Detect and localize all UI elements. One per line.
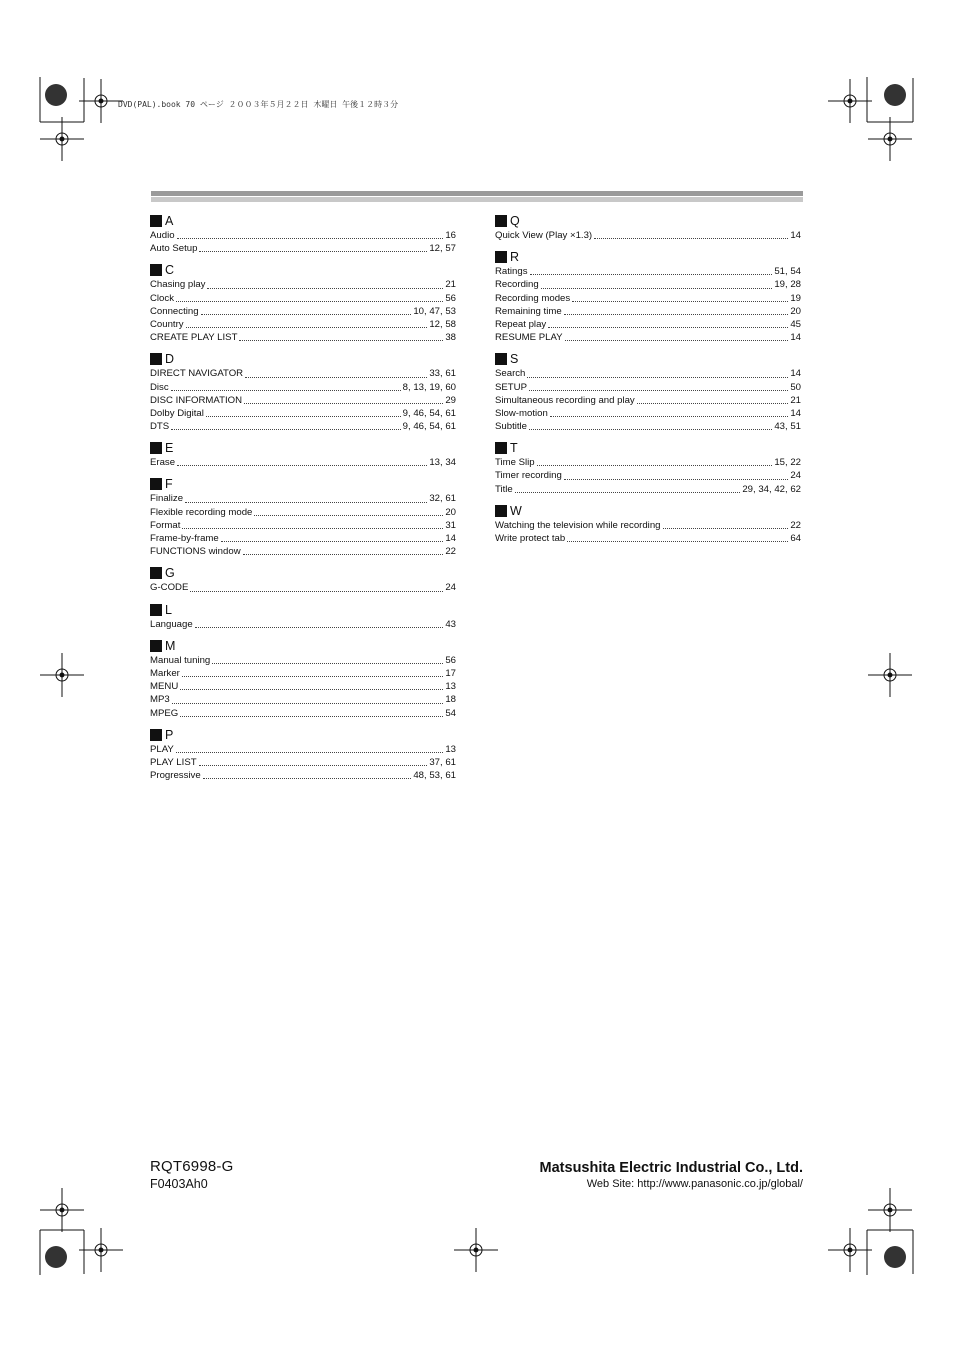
entry-term: Timer recording — [495, 470, 562, 482]
entry-term: FUNCTIONS window — [150, 546, 241, 558]
entry-pages: 12, 58 — [429, 318, 456, 330]
entry-pages: 45 — [790, 318, 801, 330]
entry-pages: 51, 54 — [774, 266, 801, 278]
company-name: Matsushita Electric Industrial Co., Ltd. — [539, 1160, 803, 1176]
print-header-line: DVD(PAL).book 70 ページ ２００３年５月２２日 木曜日 午後１２時３分 — [118, 100, 399, 109]
section-letter: S — [510, 352, 519, 367]
entry-term: G-CODE — [150, 582, 189, 594]
section-letter: W — [510, 503, 522, 518]
section-letter: E — [165, 441, 174, 456]
entry-pages: 20 — [445, 506, 456, 518]
entry-term: Clock — [150, 292, 174, 304]
entry-term: MPEG — [150, 707, 179, 719]
section-letter: Q — [510, 214, 520, 228]
entry-term: Erase — [150, 457, 176, 469]
entry-term: Remaining time — [495, 305, 562, 317]
entry-term: Finalize — [150, 493, 184, 505]
entry-pages: 24 — [790, 470, 801, 482]
entry-term: Dolby Digital — [150, 407, 204, 419]
entry-term: Frame-by-frame — [150, 533, 219, 544]
section-letter: T — [510, 441, 518, 456]
entry-term: Manual tuning — [150, 654, 211, 666]
entry-pages: 43, 51 — [774, 421, 801, 433]
entry-term: Simultaneous recording and play — [495, 394, 635, 406]
section-letter: A — [165, 214, 174, 228]
entry-term: PLAY — [150, 743, 174, 755]
entry-term: Slow-motion — [495, 407, 548, 419]
entry-pages: 12, 57 — [429, 243, 456, 255]
section-letter: R — [510, 250, 520, 265]
entry-pages: 38 — [445, 332, 456, 344]
entry-pages: 31 — [445, 519, 456, 531]
entry-pages: 64 — [790, 533, 801, 544]
entry-pages: 22 — [790, 519, 801, 531]
entry-pages: 33, 61 — [429, 368, 456, 380]
entry-pages: 13 — [445, 681, 456, 693]
entry-pages: 43 — [445, 618, 456, 630]
entry-term: Write protect tab — [495, 533, 566, 544]
entry-term: MP3 — [150, 694, 170, 706]
section-letter: L — [165, 602, 172, 617]
entry-term: RESUME PLAY — [495, 332, 563, 344]
entry-term: Time Slip — [495, 457, 535, 469]
entry-pages: 17 — [445, 667, 456, 679]
entry-pages: 48, 53, 61 — [413, 770, 456, 782]
entry-pages: 13, 34 — [429, 457, 456, 469]
entry-term: Auto Setup — [150, 243, 198, 255]
entry-pages: 15, 22 — [774, 457, 801, 469]
entry-pages: 10, 47, 53 — [413, 305, 456, 317]
entry-pages: 14 — [445, 533, 456, 544]
entry-term: SETUP — [495, 381, 527, 393]
entry-term: Title — [495, 483, 513, 495]
entry-pages: 8, 13, 19, 60 — [402, 381, 456, 393]
entry-pages: 16 — [445, 230, 456, 241]
section-letter: M — [165, 638, 176, 653]
entry-term: Marker — [150, 667, 180, 679]
website-line: Web Site: http://www.panasonic.co.jp/global/ — [586, 1178, 803, 1190]
entry-term: Watching the television while recording — [495, 519, 661, 531]
entry-term: Search — [495, 368, 526, 380]
entry-pages: 37, 61 — [429, 756, 456, 768]
entry-pages: 50 — [790, 381, 801, 393]
entry-term: DISC INFORMATION — [150, 394, 243, 406]
entry-pages: 21 — [790, 394, 801, 406]
entry-term: Flexible recording mode — [150, 506, 253, 518]
entry-term: Disc — [150, 381, 169, 393]
entry-pages: 29, 34, 42, 62 — [742, 483, 801, 495]
entry-term: Chasing play — [150, 279, 206, 291]
entry-term: Language — [150, 618, 193, 630]
entry-pages: 18 — [445, 694, 456, 706]
entry-pages: 19, 28 — [774, 279, 801, 291]
entry-term: Audio — [150, 230, 175, 241]
section-letter: P — [165, 727, 174, 742]
entry-pages: 14 — [790, 368, 801, 380]
entry-term: DTS — [150, 421, 170, 433]
entry-pages: 21 — [445, 279, 456, 291]
entry-pages: 24 — [445, 582, 456, 594]
entry-term: Country — [150, 318, 184, 330]
entry-pages: 14 — [790, 230, 801, 241]
entry-pages: 14 — [790, 407, 801, 419]
entry-pages: 14 — [790, 332, 801, 344]
entry-term: Subtitle — [495, 421, 527, 433]
entry-term: MENU — [150, 681, 179, 693]
entry-term: Progressive — [150, 770, 201, 782]
entry-pages: 19 — [790, 292, 801, 304]
section-letter: C — [165, 263, 175, 278]
entry-pages: 32, 61 — [429, 493, 456, 505]
section-letter: G — [165, 566, 175, 581]
entry-term: Ratings — [495, 266, 528, 278]
entry-pages: 20 — [790, 305, 801, 317]
section-letter: F — [165, 477, 173, 492]
entry-term: Format — [150, 519, 181, 531]
entry-term: Recording — [495, 279, 539, 291]
entry-pages: 22 — [445, 546, 456, 558]
entry-pages: 56 — [445, 292, 456, 304]
entry-term: PLAY LIST — [150, 756, 197, 768]
entry-pages: 56 — [445, 654, 456, 666]
entry-term: Quick View (Play ×1.3) — [495, 230, 593, 241]
entry-term: Connecting — [150, 305, 199, 317]
section-letter: D — [165, 352, 175, 367]
entry-pages: 54 — [445, 707, 456, 719]
entry-term: Recording modes — [495, 292, 571, 304]
entry-pages: 29 — [445, 394, 456, 406]
entry-term: CREATE PLAY LIST — [150, 332, 238, 344]
entry-term: DIRECT NAVIGATOR — [150, 368, 244, 380]
entry-term: Repeat play — [495, 318, 547, 330]
print-code: F0403Ah0 — [150, 1177, 208, 1191]
entry-pages: 9, 46, 54, 61 — [402, 421, 456, 433]
entry-pages: 13 — [445, 743, 456, 755]
model-number: RQT6998-G — [150, 1158, 234, 1175]
entry-pages: 9, 46, 54, 61 — [402, 407, 456, 419]
